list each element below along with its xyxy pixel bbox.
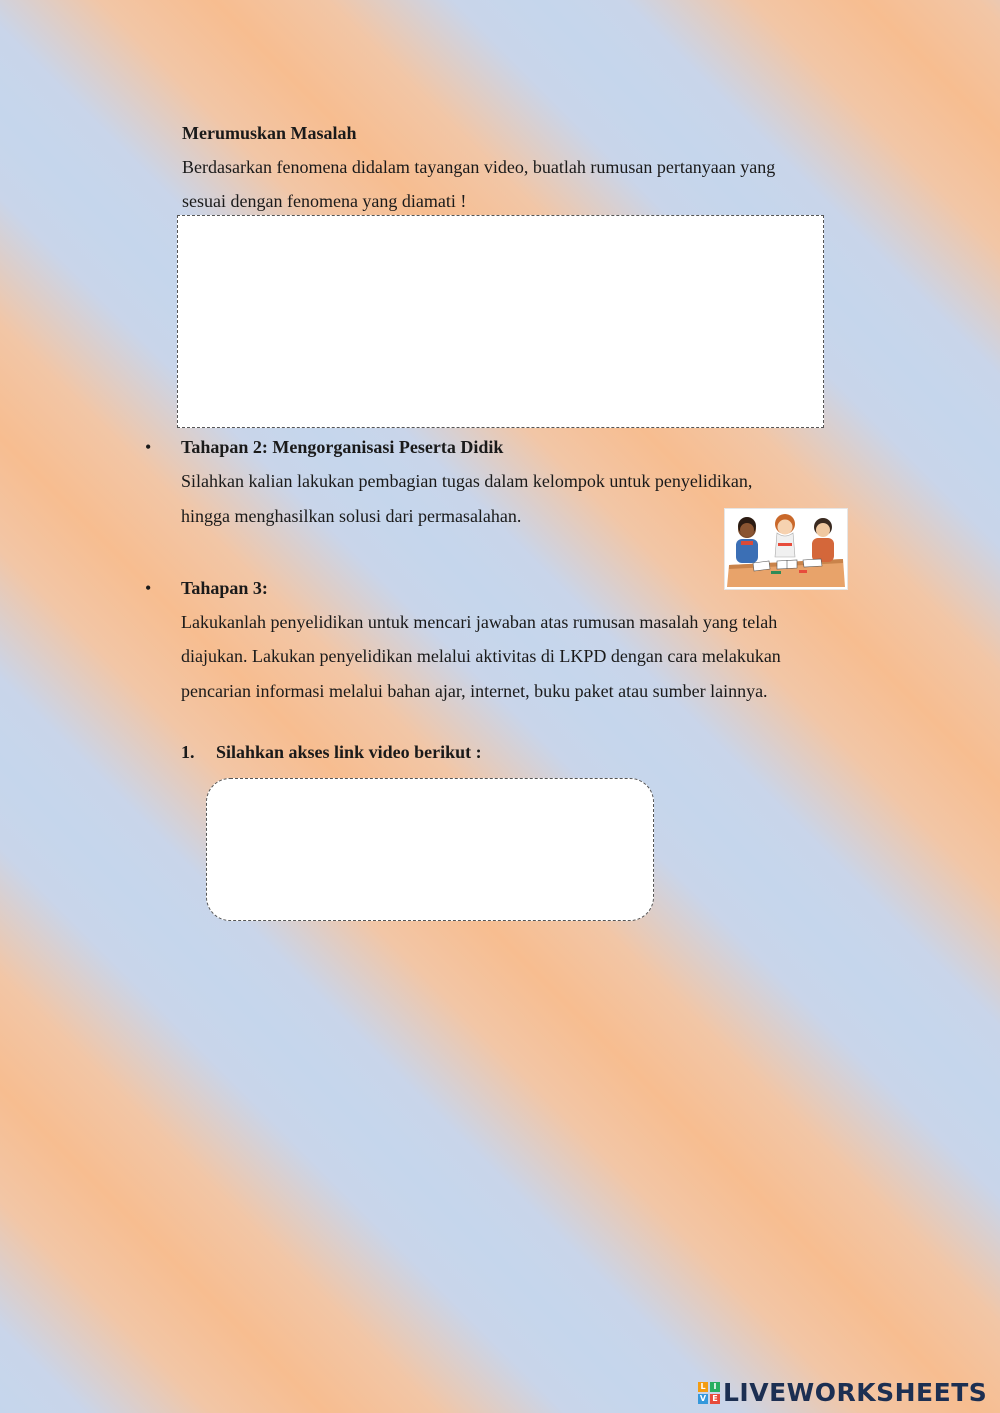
bullet-tahapan-2: •: [145, 437, 152, 457]
instruction-line-2: sesuai dengan fenomena yang diamati !: [182, 191, 467, 211]
instruction-line-1: Berdasarkan fenomena didalam tayangan video, buatlah rumusan pertanyaan yang: [182, 157, 776, 177]
logo-block-i: I: [710, 1382, 720, 1392]
logo-block-l: L: [698, 1382, 708, 1392]
logo-block-e: E: [710, 1394, 720, 1404]
logo-text: LIVEWORKSHEETS: [723, 1378, 988, 1407]
bullet-tahapan-3: •: [145, 578, 152, 598]
liveworksheets-logo: [698, 1378, 987, 1408]
tahapan-3-line-2: diajukan. Lakukan penyelidikan melalui aktivitas di LKPD dengan cara melakukan: [181, 646, 781, 666]
logo-blocks-icon: [698, 1382, 720, 1404]
tahapan-2-line-2: hingga menghasilkan solusi dari permasalahan.: [181, 506, 522, 526]
logo-block-v: V: [699, 1394, 707, 1403]
tahapan-2-line-1: Silahkan kalian lakukan pembagian tugas dalam kelompok untuk penyelidikan,: [181, 471, 753, 491]
section-title-tahapan-3: Tahapan 3:: [181, 578, 268, 598]
step-1-number: 1.: [181, 742, 195, 762]
answer-box-video-link[interactable]: [206, 778, 654, 921]
tahapan-3-line-3: pencarian informasi melalui bahan ajar, internet, buku paket atau sumber lainnya.: [181, 681, 768, 701]
section-title-tahapan-2: Tahapan 2: Mengorganisasi Peserta Didik: [181, 437, 504, 457]
answer-box-rumusan-masalah[interactable]: [177, 215, 824, 428]
section-title-merumuskan-masalah: Merumuskan Masalah: [182, 123, 357, 143]
step-1-label: Silahkan akses link video berikut :: [216, 742, 482, 762]
students-studying-icon: [724, 508, 848, 590]
tahapan-3-line-1: Lakukanlah penyelidikan untuk mencari jawaban atas rumusan masalah yang telah: [181, 612, 778, 632]
